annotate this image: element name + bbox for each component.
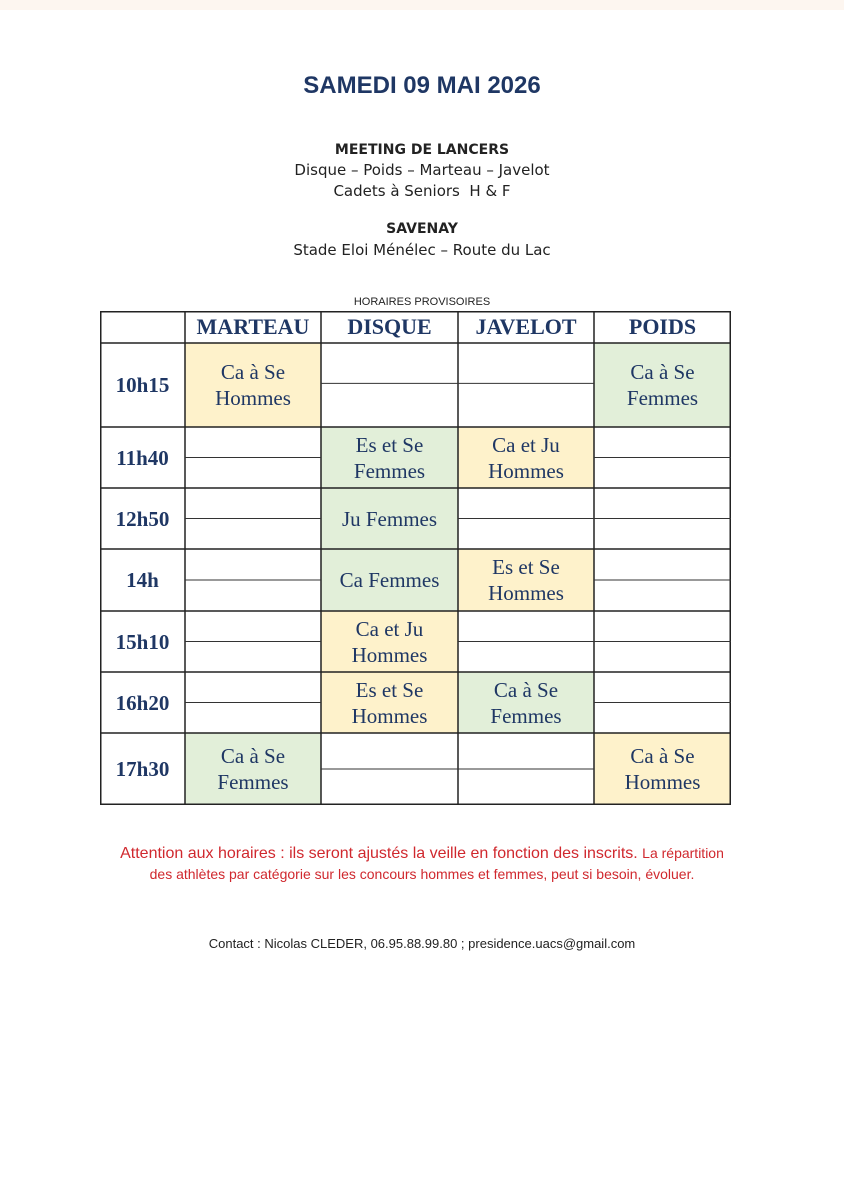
session-text [625, 743, 701, 795]
session-cell [458, 427, 594, 488]
warning-tail: La répartition [642, 845, 724, 861]
session-line-2: Femmes [626, 386, 699, 410]
column-header-label: MARTEAU [196, 314, 310, 339]
session-line-2: Femmes [217, 770, 289, 794]
time-slot-16h20 [100, 672, 185, 733]
venue-address: Stade Eloi Ménélec – Route du Lac [293, 241, 551, 259]
session-cell [185, 733, 321, 805]
column-header-poids [594, 311, 731, 343]
session-line-1: Ca Femmes [339, 568, 440, 592]
session-line-2: Hommes [351, 703, 428, 728]
event-categories: Cadets à Seniors H & F [333, 182, 511, 200]
time-slot-10h15 [100, 343, 185, 427]
session-line-2: Hommes [488, 458, 564, 483]
time-label: 15h10 [115, 629, 170, 654]
session-text [215, 359, 291, 411]
warning-line2: des athlètes par catégorie sur les concours hommes et femmes, peut si besoin, évoluer. [149, 866, 695, 882]
session-line-1: Ca à Se [630, 744, 695, 768]
session-text [352, 616, 428, 668]
session-text [490, 677, 561, 729]
session-text [354, 432, 425, 484]
session-cell [594, 733, 731, 805]
session-cell [185, 343, 321, 427]
session-line-2: Hommes [215, 386, 291, 410]
session-text [352, 677, 428, 729]
time-slot-15h10 [100, 611, 185, 672]
column-header-label: JAVELOT [475, 314, 577, 339]
top-strip [0, 0, 844, 10]
column-header-javelot [458, 311, 594, 343]
time-label: 17h30 [115, 757, 170, 781]
time-slot-14h [100, 549, 185, 611]
time-slot-17h30 [100, 733, 185, 805]
event-name: MEETING DE LANCERS [334, 142, 510, 158]
session-cell [458, 672, 594, 733]
time-slot-12h50 [100, 488, 185, 549]
session-line-2: Femmes [353, 458, 426, 483]
session-line-1: Ca et Ju [492, 432, 560, 457]
page-title: SAMEDI 09 MAI 2026 [303, 72, 541, 99]
session-cell [321, 427, 458, 488]
session-line-1: Es et Se [355, 432, 424, 457]
time-label: 14h [126, 568, 159, 592]
session-cell [458, 549, 594, 611]
session-cell [321, 549, 458, 611]
column-header-label: DISQUE [347, 314, 432, 339]
session-cell [321, 611, 458, 672]
session-line-1: Ca à Se [220, 360, 286, 384]
venue-city: SAVENAY [386, 221, 458, 237]
session-text [627, 359, 698, 411]
time-label: 11h40 [116, 445, 169, 470]
session-text [342, 506, 437, 532]
session-cell [321, 488, 458, 549]
session-text [488, 554, 564, 606]
session-line-1: Ca à Se [630, 360, 695, 384]
warning-note [0, 843, 844, 885]
session-cell [594, 343, 731, 427]
session-line-1: Es et Se [492, 555, 560, 579]
event-disciplines: Disque – Poids – Marteau – Javelot [294, 161, 550, 179]
session-line-1: Ca à Se [493, 677, 559, 702]
session-text [217, 743, 288, 795]
session-cell [321, 672, 458, 733]
session-line-1: Ca et Ju [355, 616, 424, 641]
session-line-1: Ca à Se [220, 744, 286, 768]
column-header-marteau [185, 311, 321, 343]
time-label: 16h20 [115, 690, 170, 715]
time-label: 10h15 [115, 373, 170, 397]
session-line-2: Hommes [351, 642, 428, 667]
contact-info: Contact : Nicolas CLEDER, 06.95.88.99.80 ; presidence.uacs@gmail.com [208, 936, 636, 951]
session-line-1: Es et Se [355, 677, 424, 702]
session-line-1: Ju Femmes [341, 506, 438, 531]
schedule-table [100, 311, 731, 805]
column-header-disque [321, 311, 458, 343]
session-line-2: Hommes [624, 770, 701, 794]
time-slot-11h40 [100, 427, 185, 488]
column-header-label: POIDS [628, 314, 697, 339]
time-label: 12h50 [115, 506, 170, 531]
session-line-2: Femmes [490, 703, 562, 728]
warning-main: Attention aux horaires : ils seront ajustés la veille en fonction des inscrits. [120, 845, 638, 862]
session-line-2: Hommes [488, 581, 564, 605]
session-text [340, 567, 440, 593]
schedule-subtitle: HORAIRES PROVISOIRES [353, 296, 491, 308]
session-text [488, 432, 564, 484]
